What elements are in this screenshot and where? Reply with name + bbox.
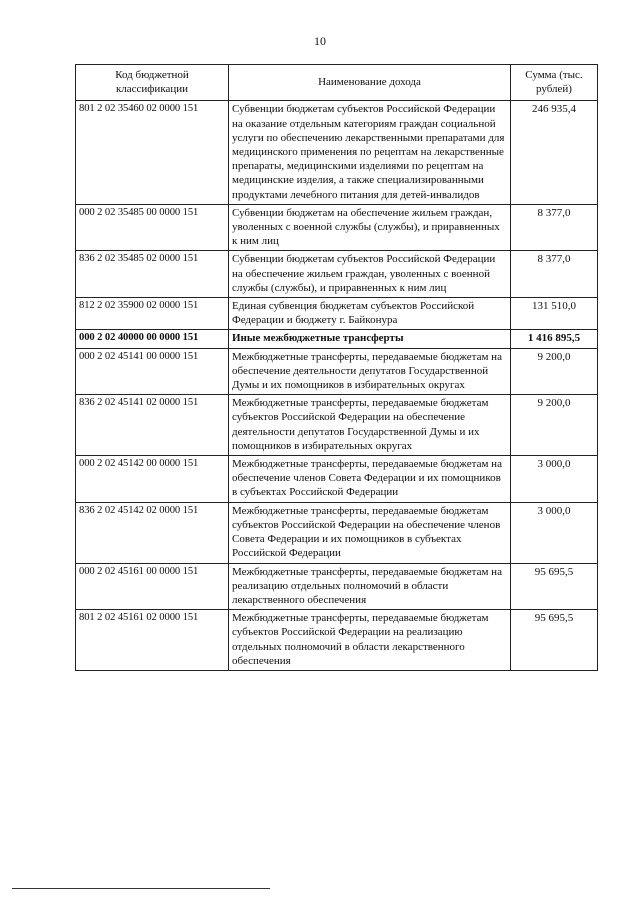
- table-row: [76, 204, 598, 251]
- cell-name: Межбюджетные трансферты, передаваемые бюджетам субъектов Российской Федерации на обеспечение членов Совета Федерации и их помощников в субъектах Российской Федерации: [229, 502, 511, 563]
- cell-name: Межбюджетные трансферты, передаваемые бюджетам субъектов Российской Федерации на обеспечение деятельности депутатов Государственной Думы и их помощников в избирательных округах: [229, 395, 511, 456]
- cell-name: Единая субвенция бюджетам субъектов Российской Федерации и бюджету г. Байконура: [229, 298, 511, 330]
- cell-code: 836 2 02 45141 02 0000 151: [76, 395, 229, 456]
- cell-name: Иные межбюджетные трансферты: [229, 330, 511, 348]
- table-row: [76, 610, 598, 671]
- budget-revenue-table: [75, 64, 598, 671]
- cell-code: 000 2 02 45142 00 0000 151: [76, 456, 229, 503]
- cell-code: 836 2 02 35485 02 0000 151: [76, 251, 229, 298]
- table-row: [76, 330, 598, 348]
- table-row: [76, 348, 598, 395]
- table-row: [76, 395, 598, 456]
- cell-name: Межбюджетные трансферты, передаваемые бюджетам субъектов Российской Федерации на реализацию отдельных полномочий в области лекарственного обеспечения: [229, 610, 511, 671]
- cell-sum: 9 200,0: [511, 348, 598, 395]
- table-row: [76, 563, 598, 610]
- header-code: Код бюджетной классификации: [76, 65, 229, 101]
- table-row: [76, 298, 598, 330]
- cell-name: Межбюджетные трансферты, передаваемые бюджетам на обеспечение членов Совета Федерации и их помощников в субъектах Российской Федерации: [229, 456, 511, 503]
- cell-sum: 8 377,0: [511, 204, 598, 251]
- cell-name: Межбюджетные трансферты, передаваемые бюджетам на реализацию отдельных полномочий в области лекарственного обеспечения: [229, 563, 511, 610]
- cell-code: 801 2 02 35460 02 0000 151: [76, 101, 229, 204]
- cell-sum: 3 000,0: [511, 456, 598, 503]
- cell-code: 801 2 02 45161 02 0000 151: [76, 610, 229, 671]
- cell-code: 000 2 02 45161 00 0000 151: [76, 563, 229, 610]
- cell-name: Межбюджетные трансферты, передаваемые бюджетам на обеспечение деятельности депутатов Государственной Думы и их помощников в избирательных округах: [229, 348, 511, 395]
- header-name: Наименование дохода: [229, 65, 511, 101]
- cell-sum: 8 377,0: [511, 251, 598, 298]
- cell-sum: 246 935,4: [511, 101, 598, 204]
- cell-name: Субвенции бюджетам на обеспечение жильем граждан, уволенных с военной службы (службы), и приравненных к ним лиц: [229, 204, 511, 251]
- page-number: 10: [314, 34, 326, 48]
- table-row: [76, 251, 598, 298]
- cell-code: 836 2 02 45142 02 0000 151: [76, 502, 229, 563]
- cell-code: 000 2 02 45141 00 0000 151: [76, 348, 229, 395]
- cell-sum: 95 695,5: [511, 610, 598, 671]
- table-body: [76, 101, 598, 671]
- cell-sum: 9 200,0: [511, 395, 598, 456]
- cell-name: Субвенции бюджетам субъектов Российской Федерации на обеспечение жильем граждан, уволенных с военной службы (службы), и приравненных к ним лиц: [229, 251, 511, 298]
- cell-sum: 1 416 895,5: [511, 330, 598, 348]
- cell-name: Субвенции бюджетам субъектов Российской Федерации на оказание отдельным категориям граждан социальной услуги по обеспечению лекарственными препаратами для медицинского применения по рецептам на лекарственные препараты, медицинскими изделиями по рецептам на медицинские изделия, а также специализированными продуктами лечебного питания для детей-инвалидов: [229, 101, 511, 204]
- table-row: [76, 502, 598, 563]
- header-sum: Сумма (тыс. рублей): [511, 65, 598, 101]
- cell-sum: 3 000,0: [511, 502, 598, 563]
- cell-code: 812 2 02 35900 02 0000 151: [76, 298, 229, 330]
- cell-code: 000 2 02 35485 00 0000 151: [76, 204, 229, 251]
- table-header-row: [76, 65, 598, 101]
- cell-code: 000 2 02 40000 00 0000 151: [76, 330, 229, 348]
- cell-sum: 131 510,0: [511, 298, 598, 330]
- footer-divider: [12, 888, 270, 889]
- cell-sum: 95 695,5: [511, 563, 598, 610]
- table-row: [76, 101, 598, 204]
- table-row: [76, 456, 598, 503]
